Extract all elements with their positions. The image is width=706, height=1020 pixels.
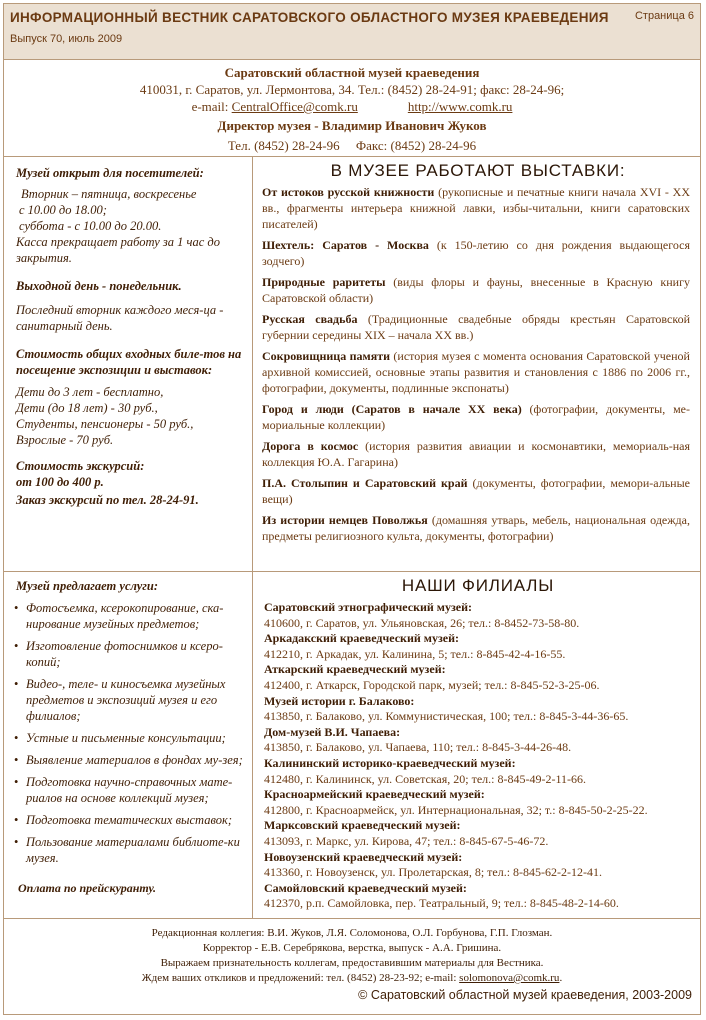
exhibition-item (262, 184, 690, 232)
branch-name: Аркадакский краеведческий музей: (264, 631, 459, 646)
branch-name: Красноармейский краеведческий музей: (264, 787, 485, 802)
page-header (4, 4, 700, 60)
price-children-18: Дети (до 18 лет) - 30 руб., (16, 401, 158, 415)
branch-address: 412370, р.п. Самойловка, пер. Театральный, 9; тел.: 8-845-48-2-14-60. (264, 896, 619, 911)
website-link[interactable]: http://www.comk.ru (407, 99, 513, 114)
exhibition-description: (домашняя утварь, мебель, национальная одежда, предметы религиозного культа, документы, фотографии) (262, 513, 690, 543)
feedback-note (4, 971, 700, 986)
exhibition-name: Город и люди (Саратов в начале XX века) (262, 402, 522, 416)
service-item: • Выявление материалов в фондах му-зея; (12, 752, 248, 768)
service-item: • Пользование материалами библиоте-ки музея. (12, 834, 248, 866)
exhibition-name: Сокровищница памяти (262, 349, 391, 363)
branches-list (264, 600, 696, 912)
branch-address: 412800, г. Красноармейск, ул. Интернациональная, 32; т.: 8-845-50-2-25-22. (264, 802, 648, 817)
branch-address: 413093, г. Маркс, ул. Кирова, 47; тел.: 8-845-67-5-46-72. (264, 833, 549, 848)
issue-label: Выпуск 70, июль 2009 (10, 33, 123, 45)
divider-top (4, 156, 700, 157)
exhibition-name: Природные раритеты (262, 275, 386, 289)
director-phone: Тел. (8452) 28-24-96 Факс: (8452) 28-24-96 (227, 138, 477, 153)
exhibition-description: (история музея с момента основания Саратовской ученой архивной комиссией, основные этапы развития и становления с 1886 по 2006 гг., фотографии, документы, подлинные экспонаты) (262, 349, 690, 395)
branch-name: Дом-музей В.И. Чапаева: (264, 724, 401, 739)
exhibitions-list (262, 184, 690, 544)
exhibition-name: П.А. Столыпин и Саратовский край (262, 476, 468, 490)
exhibition-description: (Традиционные свадебные обряды крестьян Саратовской губернии середины XIX – начала XX вв.) (262, 312, 690, 342)
museum-address: 410031, г. Саратов, ул. Лермонтова, 34. Тел.: (8452) 28-24-91; факс: 28-24-96; (139, 82, 565, 97)
branch-address: 413850, г. Балаково, ул. Коммунистическая, 100; тел.: 8-845-3-44-36-65. (264, 709, 629, 724)
excursion-order: Заказ экскурсий по тел. 28-24-91. (16, 493, 199, 507)
copyright: © Саратовский областной музей краеведения, 2003-2009 (358, 988, 692, 1002)
exhibition-description: (к 150-летию со дня рождения выдающегося зодчего) (262, 238, 691, 268)
branch-name: Музей истории г. Балаково: (264, 693, 415, 708)
exhibition-item (262, 274, 690, 306)
page-number: Страница 6 (634, 10, 694, 22)
feedback-end: . (559, 972, 563, 984)
feedback-text: Ждем ваших откликов и предложений: тел. (8452) 28-23-92; e-mail: (141, 972, 460, 984)
exhibition-item (262, 475, 690, 507)
editorial-board: Редакционная коллегия: В.И. Жуков, Л.Я. Соломонова, О.Л. Горбунова, Г.П. Глозман. (151, 927, 553, 939)
hours-line-3: суббота - с 10.00 до 20.00. (19, 219, 162, 233)
excursion-heading: Стоимость экскурсий: (16, 459, 145, 473)
column-divider-2 (252, 572, 253, 918)
prices-heading: Стоимость общих входных биле-тов на посещение экспозиции и выставок: (16, 347, 242, 377)
exhibition-name: Русская свадьба (262, 312, 358, 326)
service-item: • Подготовка тематических выставок; (12, 812, 248, 828)
exhibition-description: (рукописные и печатные книги начала XVI - XX вв., фрагменты интерьера книжной лавки, избы-читальни, книги саратовских писателей) (262, 185, 690, 231)
price-students: Студенты, пенсионеры - 50 руб., (16, 417, 194, 431)
exhibitions-title: В МУЗЕЕ РАБОТАЮТ ВЫСТАВКИ: (330, 161, 626, 180)
exhibition-item (262, 237, 690, 269)
hours-line-4: Касса прекращает работу за 1 час до закрытия. (16, 235, 220, 265)
museum-name: Саратовский областной музей краеведения (224, 65, 480, 80)
exhibition-item (262, 512, 690, 544)
hours-line-2: с 10.00 до 18.00; (19, 203, 107, 217)
exhibition-name: Шехтель: Саратов - Москва (262, 238, 429, 252)
services-block (12, 578, 248, 896)
branch-address: 410600, г. Саратов, ул. Ульяновская, 26; тел.: 8-8452-73-58-80. (264, 615, 580, 630)
branch-name: Саратовский этнографический музей: (264, 600, 473, 614)
thanks-note: Выражаем признательность коллегам, предоставившим материалы для Вестника. (160, 957, 544, 969)
director-name: Директор музея - Владимир Иванович Жуков (217, 118, 487, 133)
branches-title: НАШИ ФИЛИАЛЫ (401, 576, 555, 595)
exhibition-name: Из истории немцев Поволжья (262, 513, 428, 527)
service-item: • Устные и письменные консультации; (12, 730, 248, 746)
price-children-3: Дети до 3 лет - бесплатно, (16, 385, 164, 399)
price-adults: Взрослые - 70 руб. (16, 433, 114, 447)
exhibition-item (262, 401, 690, 433)
branch-name: Аткарский краеведческий музей: (264, 662, 446, 677)
exhibition-description: (виды флоры и фауны, внесенные в Красную книгу Саратовской области) (262, 275, 690, 305)
column-divider-1 (252, 157, 253, 571)
sanitary-day: Последний вторник каждого меся-ца - санитарный день. (16, 303, 224, 333)
excursion-price: от 100 до 400 р. (16, 475, 104, 489)
divider-bottom (4, 918, 700, 919)
service-item: • Видео-, теле- и киносъемка музейных предметов и экспозиций музея и его филиалов; (12, 676, 248, 724)
hours-heading: Музей открыт для посетителей: (16, 166, 204, 180)
branch-name: Новоузенский краеведческий музей: (264, 849, 463, 864)
email-link[interactable]: CentralOffice@comk.ru (231, 99, 358, 114)
divider-middle (4, 571, 700, 572)
day-off: Выходной день - понедельник. (16, 279, 182, 293)
service-item: • Фотосъемка, ксерокопирование, ска-нирование музейных предметов; (12, 600, 248, 632)
proofreader: Корректор - Е.В. Серебрякова, верстка, выпуск - А.А. Гришина. (202, 942, 502, 954)
branch-name: Самойловский краеведческий музей: (264, 880, 467, 895)
opening-hours (16, 165, 244, 508)
bulletin-title: ИНФОРМАЦИОННЫЙ ВЕСТНИК САРАТОВСКОГО ОБЛАСТНОГО МУЗЕЯ КРАЕВЕДЕНИЯ (10, 10, 609, 25)
service-item: • Подготовка научно-справочных мате-риалов на основе коллекций музея; (12, 774, 248, 806)
branch-address: 412480, г. Калининск, ул. Советская, 20; тел.: 8-845-49-2-11-66. (264, 771, 587, 786)
branch-name: Калининский историко-краеведческий музей: (264, 755, 516, 770)
email-label: e-mail: (191, 99, 232, 114)
branch-name: Марксовский краеведческий музей: (264, 818, 461, 833)
contacts-block (4, 64, 700, 154)
branch-address: 413360, г. Новоузенск, ул. Пролетарская, 8; тел.: 8-845-62-2-12-41. (264, 865, 603, 880)
services-heading: Музей предлагает услуги: (16, 579, 159, 593)
exhibition-name: Дорога в космос (262, 439, 359, 453)
footer (4, 926, 700, 986)
payment-note: Оплата по прейскуранту. (18, 881, 157, 895)
exhibition-description: (история развития авиации и космонавтики, мемориаль-ная коллекция Ю.А. Гагарина) (262, 439, 690, 469)
branch-address: 412210, г. Аркадак, ул. Калинина, 5; тел.: 8-845-42-4-16-55. (264, 646, 566, 661)
branch-address: 413850, г. Балаково, ул. Чапаева, 110; тел.: 8-845-3-44-26-48. (264, 740, 572, 755)
exhibition-item (262, 438, 690, 470)
exhibition-description: (документы, фотографии, мемори-альные вещи) (262, 476, 690, 506)
hours-line-1: Вторник – пятница, воскресенье (21, 187, 197, 201)
exhibition-name: От истоков русской книжности (262, 185, 435, 199)
service-item: • Изготовление фотоснимков и ксеро-копий; (12, 638, 248, 670)
contact-links (4, 98, 700, 115)
feedback-email-link[interactable]: solomonova@comk.ru (459, 972, 560, 984)
branch-address: 412400, г. Аткарск, Городской парк, музей; тел.: 8-845-52-3-25-06. (264, 677, 600, 692)
exhibition-description: (фотографии, документы, ме-мориальные коллекции) (262, 402, 690, 432)
exhibition-item (262, 348, 690, 396)
services-list (12, 600, 248, 866)
exhibition-item (262, 311, 690, 343)
